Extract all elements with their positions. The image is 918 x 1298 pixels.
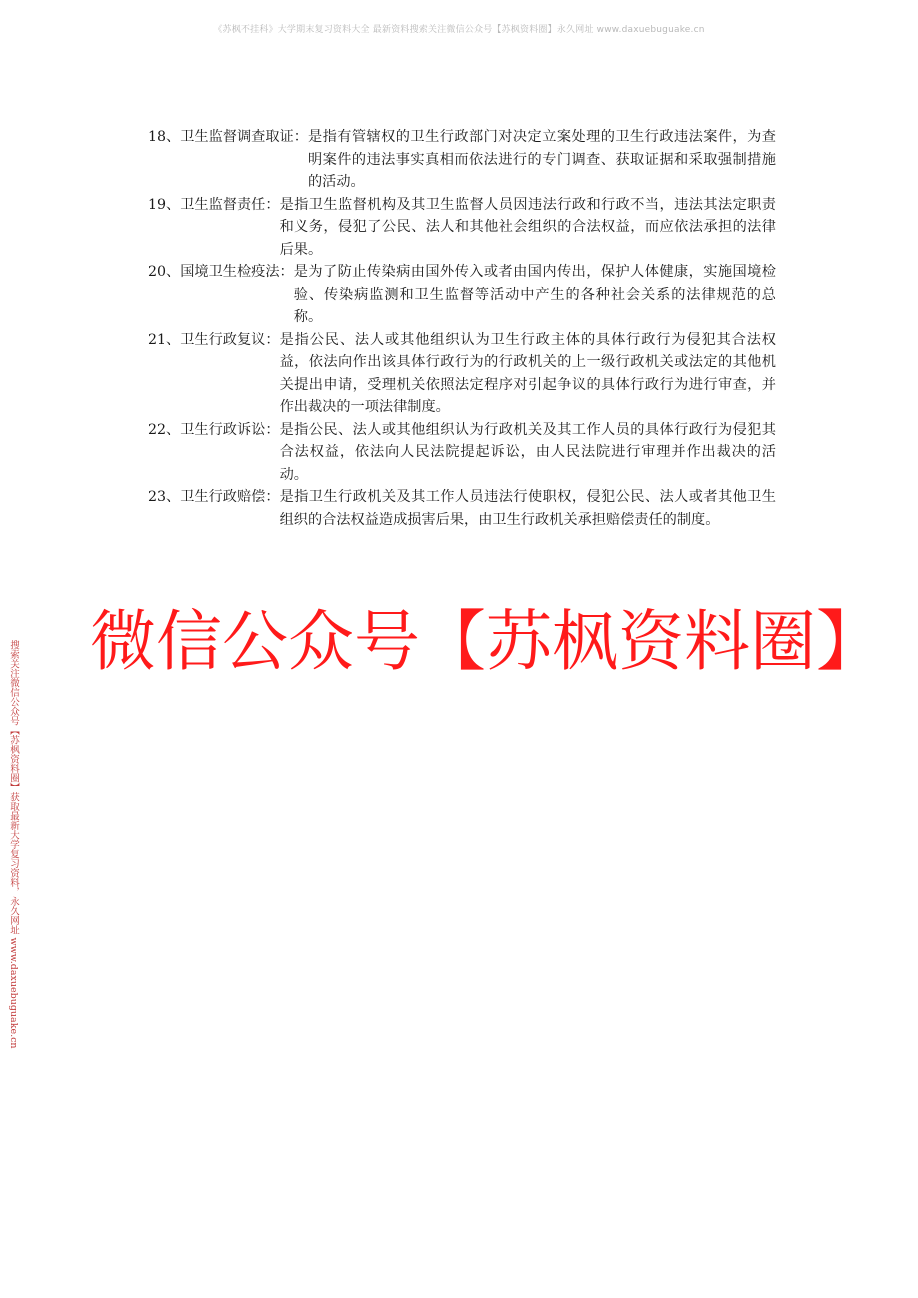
- definition-item: [148, 194, 776, 262]
- definition-term: 18、卫生监督调查取证：: [148, 129, 308, 145]
- definition-list: [148, 126, 776, 531]
- wechat-banner: 微信公众号【苏枫资料圈】: [90, 603, 882, 680]
- definition-item: [148, 261, 776, 329]
- definition-item: [148, 126, 776, 194]
- definition-term: 19、卫生监督责任：: [148, 196, 280, 213]
- definition-text: 是指有管辖权的卫生行政部门对决定立案处理的卫生行政违法案件，为查明案件的违法事实真相而依法进行的专门调查、获取证据和采取强制措施的活动。: [307, 129, 776, 190]
- definition-term: 23、卫生行政赔偿：: [148, 489, 280, 505]
- definition-text: 是指公民、法人或其他组织认为卫生行政主体的具体行政行为侵犯其合法权益，依法向作出该具体行政行为的行政机关的上一级行政机关或法定的其他机关提出申请，受理机关依照法定程序对引起争议的具体行政行为进行审查，并作出裁决的一项法律制度。: [279, 331, 776, 415]
- definition-item: [148, 419, 776, 487]
- definition-term: 22、卫生行政诉讼：: [148, 421, 280, 438]
- definition-item: [148, 329, 776, 419]
- header-note: 《苏枫不挂科》大学期末复习资料大全 最新资料搜索关注微信公众号【苏枫资料圈】永久网址 www.daxuebuguake.cn: [213, 25, 705, 35]
- definition-text: 是指卫生监督机构及其卫生监督人员因违法行政和行政不当，违法其法定职责和义务，侵犯了公民、法人和其他社会组织的合法权益，而应依法承担的法律后果。: [279, 196, 776, 258]
- definition-text: 是指公民、法人或其他组织认为行政机关及其工作人员的具体行政行为侵犯其合法权益，依法向人民法院提起诉讼，由人民法院进行审理并作出裁决的活动。: [279, 421, 776, 483]
- definition-term: 21、卫生行政复议：: [148, 331, 280, 348]
- definition-text: 是为了防止传染病由国外传入或者由国内传出，保护人体健康，实施国境检验、传染病监测和卫生监督等活动中产生的各种社会关系的法律规范的总称。: [293, 264, 776, 325]
- side-watermark-note: 搜索关注微信公众号【苏枫资料圈】获取最新大学复习资料，永久网址 www.daxuebuguake.cn: [8, 640, 19, 1049]
- definition-text: 是指卫生行政机关及其工作人员违法行使职权，侵犯公民、法人或者其他卫生组织的合法权益造成损害后果，由卫生行政机关承担赔偿责任的制度。: [279, 489, 776, 528]
- definition-term: 20、国境卫生检疫法：: [148, 264, 294, 280]
- definition-item: [148, 486, 776, 531]
